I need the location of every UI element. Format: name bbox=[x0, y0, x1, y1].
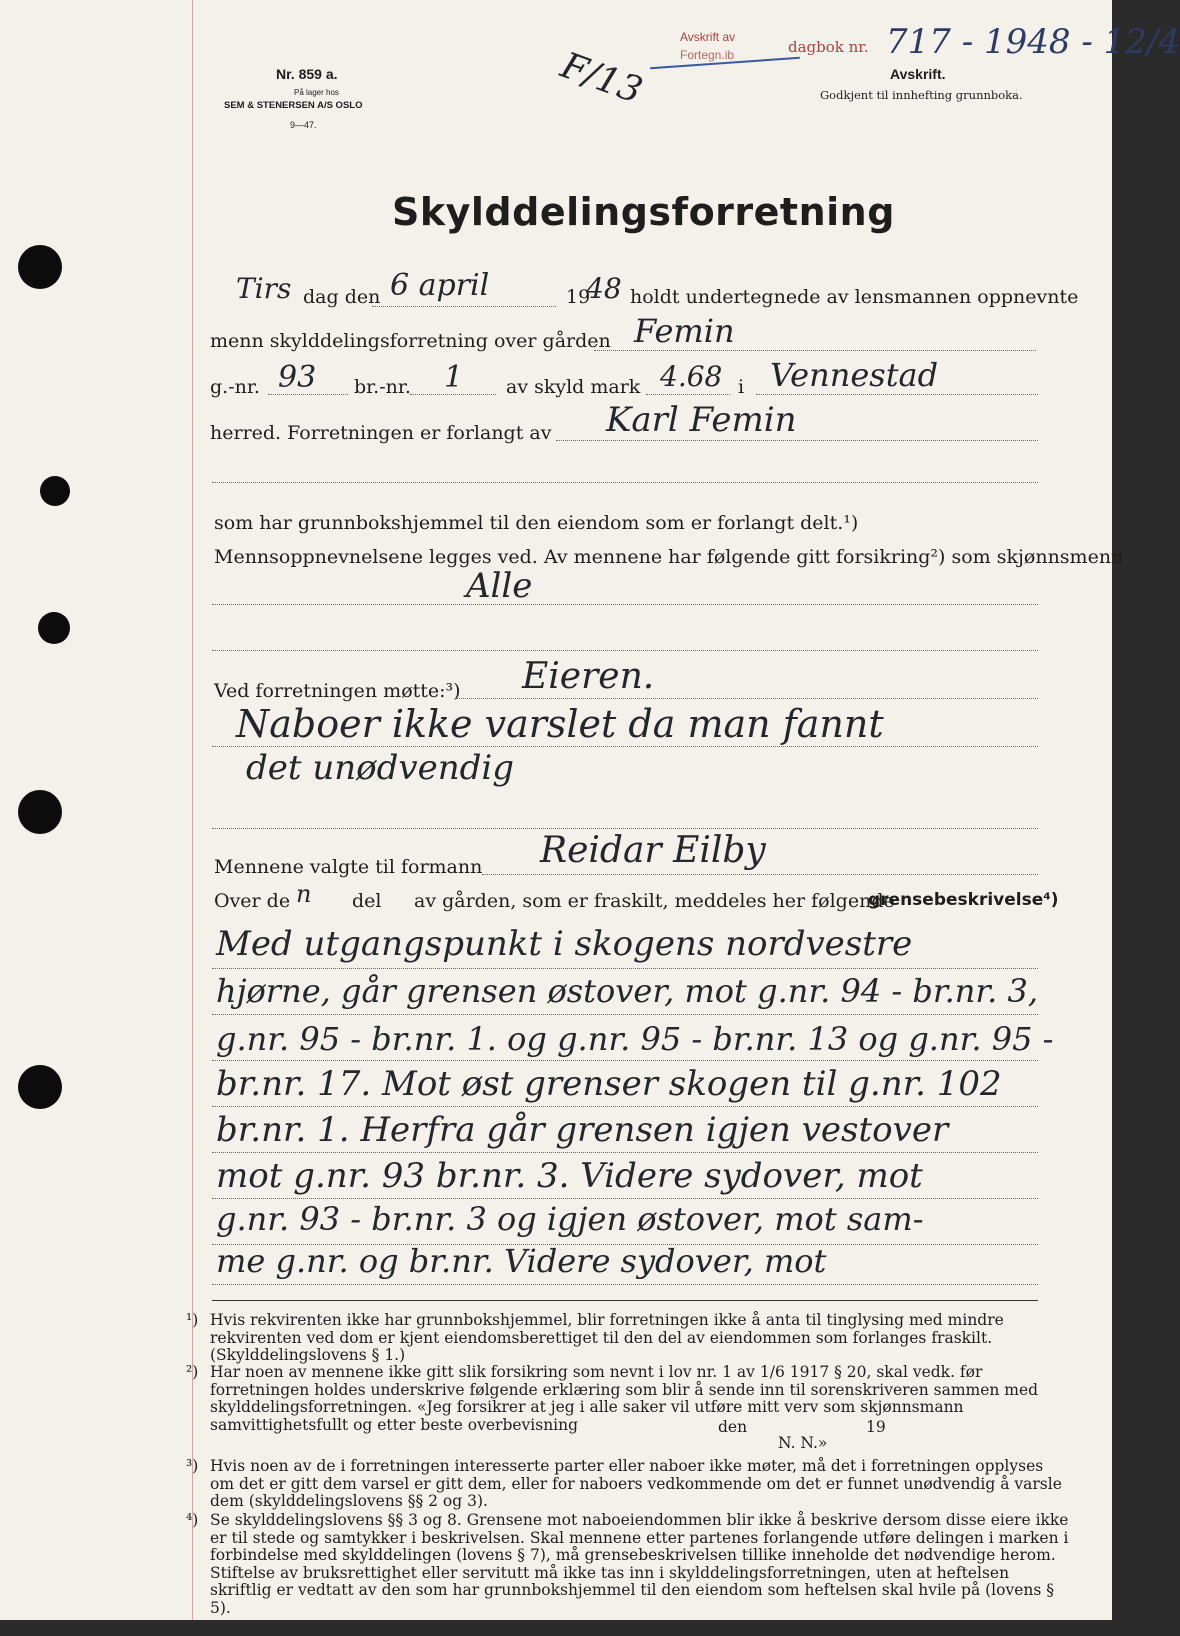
footnote-3 bbox=[186, 1457, 1070, 1511]
skyld-hand: 4.68 bbox=[660, 360, 723, 393]
dagbok-number: 717 - 1948 - 12/4 bbox=[886, 22, 1180, 62]
boundary-line bbox=[212, 968, 1038, 969]
stamp-line-2: Fortegn.ib bbox=[680, 48, 735, 62]
grense-label: grensebeskrivelse⁴) bbox=[868, 890, 1059, 910]
punch-hole bbox=[18, 790, 62, 834]
boundary-text-6: mot g.nr. 93 br.nr. 3. Videre sydover, mot bbox=[216, 1156, 923, 1196]
farm-hand: Femin bbox=[634, 312, 735, 350]
punch-hole bbox=[18, 245, 62, 289]
punch-hole bbox=[18, 1065, 62, 1109]
footnote-text: Se skylddelingslovens §§ 3 og 8. Grensene mot naboeiendommen blir ikke å beskrive dersom disse eiere ikke er til stede og samtykker i beskrivelsen. Skal mennene etter partenes forlangende utføre delingen i marken i forbindelse med skylddelingen (lovens § 7), må grensebeskrivelsen tillike inneholde det nødvendige herom. Stiftelse av bruksrettighet eller servitutt må ikke tas inn i skylddelingsforretningen, uten at heftelsen skriftlig er vedtatt av den som har grunnbokshjemmel til den eiendom som heftelsen skal hvile på (lovens § 5). bbox=[210, 1511, 1069, 1617]
boundary-line bbox=[212, 1152, 1038, 1153]
grunnbok-text: som har grunnbokshjemmel til den eiendom som er forlangt delt.¹) bbox=[214, 512, 859, 534]
brnr-label: br.-nr. bbox=[354, 376, 411, 398]
alle-line bbox=[212, 604, 1038, 605]
footnote-number: ²) bbox=[186, 1363, 199, 1381]
footnote-number: ⁴) bbox=[186, 1511, 199, 1529]
over-de-label: Over de bbox=[214, 890, 291, 912]
mote-line bbox=[456, 698, 1038, 699]
holdt-text: holdt undertegnede av lensmannen oppnevnte bbox=[630, 286, 1079, 308]
printer-date: 9—47. bbox=[290, 120, 317, 130]
boundary-line bbox=[212, 1106, 1038, 1107]
mote-label: Ved forretningen møtte:³) bbox=[214, 680, 461, 702]
boundary-text-4: br.nr. 17. Mot øst grenser skogen til g.nr. 102 bbox=[216, 1064, 1002, 1104]
boundary-text-2: hjørne, går grensen østover, mot g.nr. 94 - br.nr. 3, bbox=[216, 972, 1039, 1010]
del-label: del bbox=[352, 890, 382, 912]
farm-line bbox=[594, 350, 1036, 351]
naboer-hand-1: Naboer ikke varslet da man fannt bbox=[236, 702, 884, 746]
footnote-text: Har noen av mennene ikke gitt slik forsikring som nevnt i lov nr. 1 av 1/6 1917 § 20, skal vedk. før forretningen holdes underskrive følgende erklæring som blir å sende inn til sorenskriveren sammen med skylddelingsforretningen. «Jeg forsikrer at jeg i alle saker vil utføre mitt verv som skjønnsmann samvittighetsfullt og etter beste overbevisning bbox=[210, 1363, 1039, 1434]
skyld-label: av skyld mark bbox=[506, 376, 641, 398]
naboer-line-1 bbox=[212, 746, 1038, 747]
boundary-text-1: Med utgangspunkt i skogens nordvestre bbox=[216, 924, 913, 964]
formann-hand: Reidar Eilby bbox=[540, 830, 766, 871]
herred-text: herred. Forretningen er forlangt av bbox=[210, 422, 552, 444]
avskrift-label: Avskrift. bbox=[890, 66, 946, 82]
gnr-label: g.-nr. bbox=[210, 376, 260, 398]
punch-hole bbox=[40, 476, 70, 506]
blank-line bbox=[212, 482, 1038, 483]
footnote-number: ¹) bbox=[186, 1311, 199, 1329]
over-rest-text: av gården, som er fraskilt, meddeles her følgende bbox=[414, 890, 895, 912]
over-hand: n bbox=[296, 880, 312, 908]
naboer-line-2 bbox=[212, 828, 1038, 829]
brnr-hand: 1 bbox=[444, 360, 464, 395]
formann-label: Mennene valgte til formann bbox=[214, 856, 483, 878]
boundary-text-5: br.nr. 1. Herfra går grensen igjen vestover bbox=[216, 1110, 949, 1150]
boundary-line bbox=[212, 1060, 1038, 1061]
fn2-sign: N. N.» bbox=[778, 1434, 828, 1452]
printer-note: På lager hos bbox=[294, 88, 339, 97]
godkjent-label: Godkjent til innhefting grunnboka. bbox=[820, 88, 1023, 102]
municipality-hand: Vennestad bbox=[770, 356, 939, 394]
gnr-hand: 93 bbox=[278, 360, 317, 395]
boundary-text-8: me g.nr. og br.nr. Videre sydover, mot bbox=[216, 1242, 827, 1280]
menns-text: Mennsoppnevnelsene legges ved. Av mennene har følgende gitt forsikring²) som skjønnsmenn bbox=[214, 546, 1124, 568]
form-number: Nr. 859 a. bbox=[276, 66, 338, 82]
skyld-line bbox=[646, 394, 730, 395]
boundary-line bbox=[212, 1284, 1038, 1285]
printer-name: SEM & STENERSEN A/S OSLO bbox=[224, 100, 363, 111]
dag-den-label: dag den bbox=[303, 286, 381, 308]
blank-line-2 bbox=[212, 650, 1038, 651]
footnote-text: Hvis rekvirenten ikke har grunnbokshjemmel, blir forretningen ikke å anta til tinglysing med mindre rekvirenten ved dom er kjent eiendomsberettiget til den del av eiendommen som forlanges fraskilt. (Skylddelingslovens § 1.) bbox=[210, 1311, 1004, 1364]
page-title: Skylddelingsforretning bbox=[392, 190, 895, 234]
boundary-text-3: g.nr. 95 - br.nr. 1. og g.nr. 95 - br.nr. 13 og g.nr. 95 - bbox=[216, 1020, 1054, 1058]
formann-line bbox=[482, 874, 1038, 875]
fn2-den: den bbox=[718, 1418, 748, 1436]
alle-hand: Alle bbox=[466, 566, 533, 606]
footnote-1 bbox=[186, 1311, 1070, 1365]
year-hand: 48 bbox=[586, 272, 622, 305]
boundary-text-7: g.nr. 93 - br.nr. 3 og igjen østover, mot sam- bbox=[216, 1200, 924, 1238]
fn2-year: 19 bbox=[866, 1418, 886, 1436]
footnote-4 bbox=[186, 1511, 1070, 1617]
date-line bbox=[372, 306, 556, 307]
margin-note: F/13 bbox=[555, 45, 648, 112]
boundary-line bbox=[212, 1014, 1038, 1015]
footnote-number: ³) bbox=[186, 1457, 199, 1475]
weekday-hand: Tirs bbox=[236, 272, 292, 305]
year-prefix: 19 bbox=[566, 286, 591, 308]
i-label: i bbox=[738, 376, 745, 398]
municipality-line bbox=[756, 394, 1038, 395]
footnote-divider bbox=[212, 1300, 1038, 1301]
punch-hole bbox=[38, 612, 70, 644]
dagbok-label: dagbok nr. bbox=[788, 38, 869, 56]
menn-text: menn skylddelingsforretning over gården bbox=[210, 330, 611, 352]
date-hand: 6 april bbox=[390, 268, 490, 303]
naboer-hand-2: det unødvendig bbox=[246, 748, 515, 788]
requester-line bbox=[556, 440, 1038, 441]
stamp-line-1: Avskrift av bbox=[680, 30, 736, 44]
footnote-2 bbox=[186, 1363, 1070, 1434]
mote-hand: Eieren. bbox=[522, 656, 655, 697]
requester-hand: Karl Femin bbox=[606, 400, 797, 440]
footnote-text: Hvis noen av de i forretningen interesserte parter eller naboer ikke møter, må det i forretningen opplyses om det er gitt dem varsel er gitt dem, eller for naboers vedkommende om det er funnet unødvendig å varsle dem (skylddelingslovens §§ 2 og 3). bbox=[210, 1457, 1062, 1510]
boundary-line bbox=[212, 1198, 1038, 1199]
